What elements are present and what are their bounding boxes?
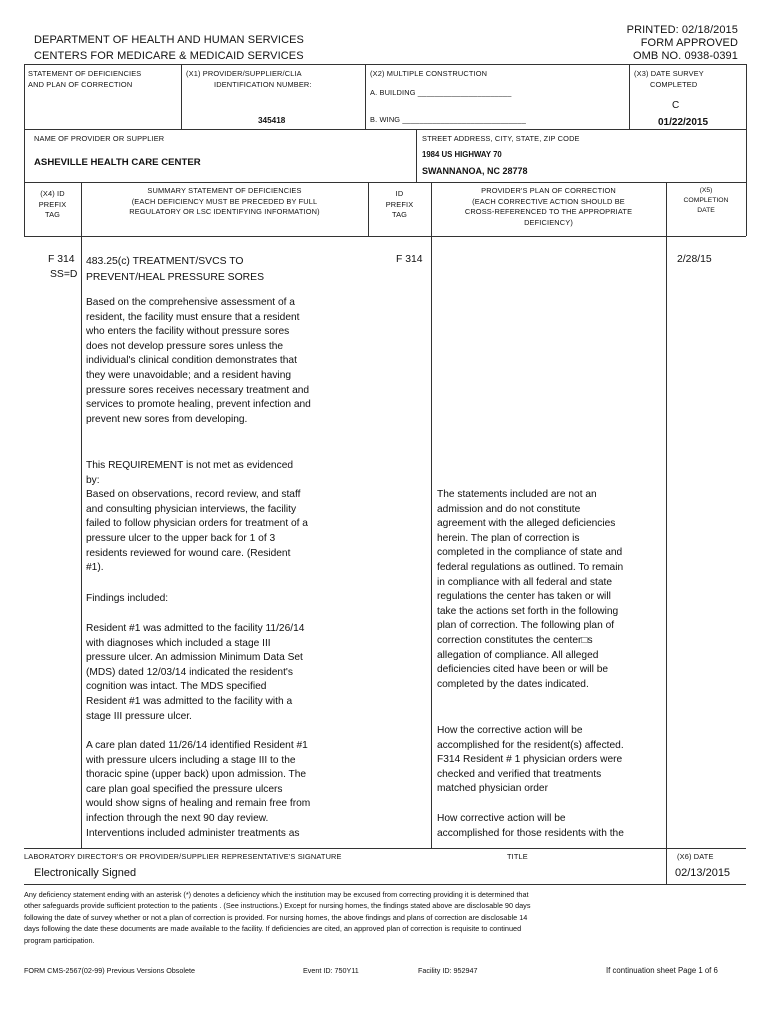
- x2-building: A. BUILDING ______________________: [370, 88, 512, 97]
- plan-header-3: CROSS-REFERENCED TO THE APPROPRIATE: [464, 207, 633, 216]
- x5-label: (X5): [699, 187, 713, 194]
- plan-affected-residents-text: How the corrective action will be accomplished for the resident(s) affected. F314 Resident # 1 physician orders were checked and verified that treatments matched physician order: [437, 725, 624, 795]
- findings-label: Findings included:: [86, 593, 169, 604]
- centers-title: CENTERS FOR MEDICARE & MEDICAID SERVICES: [34, 50, 304, 62]
- event-id: Event ID: 750Y11: [303, 966, 359, 975]
- title-label: TITLE: [507, 852, 528, 861]
- deficiency-tag: F 314: [48, 254, 75, 265]
- deficiency-title-1: 483.25(c) TREATMENT/SVCS TO: [86, 256, 244, 267]
- survey-code: C: [672, 100, 680, 111]
- x3-label-2: COMPLETED: [650, 80, 698, 89]
- statement-label-1: STATEMENT OF DEFICIENCIES: [28, 69, 142, 78]
- disclosure-notice: Any deficiency statement ending with an asterisk (*) denotes a deficiency which the institution may be excused from correcting providing it is determined that other safeguards provide sufficient protection to the patients . (See instructions.) Except for nursing homes, the findings stated above are disclosable 90 days following the date of survey whether or not a plan of correction is provided. For nursing homes, the above findings and plans of correction are disclosable 14 days following the date these documents are made available to the facility. If deficiencies are cited, an approved plan of correction is requisite to continued program participation.: [24, 890, 531, 945]
- signature-value: Electronically Signed: [34, 867, 137, 879]
- provider-name: ASHEVILLE HEALTH CARE CENTER: [34, 157, 201, 168]
- form-number: FORM CMS-2567(02-99) Previous Versions Obsolete: [24, 966, 195, 975]
- address-label: STREET ADDRESS, CITY, STATE, ZIP CODE: [422, 134, 580, 143]
- provider-name-label: NAME OF PROVIDER OR SUPPLIER: [34, 134, 165, 143]
- plan-header-1: PROVIDER'S PLAN OF CORRECTION: [481, 186, 616, 195]
- plan-other-residents-text: How corrective action will be accomplished for those residents with the: [437, 813, 624, 839]
- plan-tag: F 314: [396, 254, 423, 265]
- city-state-zip: SWANNANOA, NC 28778: [422, 166, 528, 176]
- provider-id-number: 345418: [258, 116, 286, 125]
- regulation-text: Based on the comprehensive assessment of a resident, the facility must ensure that a resident who enters the facility without pressure sores does not develop pressure sores unless the individual's clinical condition demonstrates that they were unavoidable; and a resident having pressure sores receives necessary treatment and services to promote healing, prevent infection and prevent new sores from developing.: [86, 297, 311, 425]
- x2-wing: B. WING _____________________________: [370, 115, 526, 124]
- care-plan-text: A care plan dated 11/26/14 identified Resident #1 with pressure ulcers including a stage III to the thoracic spine (upper back) upon admission. The care plan goal specified the pressure ulcers would show signs of healing and remain free from infection through the next 90 day review. Interventions included administer treatments as: [86, 740, 311, 839]
- x4-id-label: (X4) ID: [40, 189, 65, 198]
- x4-tag-label: TAG: [44, 210, 61, 219]
- findings-text: Resident #1 was admitted to the facility 11/26/14 with diagnoses which included a stage III pressure ulcer. An admission Minimum Data Set (MDS) dated 12/03/14 indicated the resident's cognition was intact. The MDS specified Resident #1 was admitted to the facility with a stage III pressure ulcer.: [86, 623, 305, 722]
- signature-date: 02/13/2015: [675, 867, 731, 879]
- tag-label: TAG: [391, 210, 408, 219]
- plan-disclaimer-text: The statements included are not an admission and do not constitute agreement with the alleged deficiencies herein. The plan of correction is completed in the compliance of state and federal regulations as outlined. To remain in compliance with all federal and state regulations the center has taken or will take the actions set forth in the following plan of correction. The following plan of correction constitutes the center□s allegation of compliance. All alleged deficiencies cited have been or will be completed by the dates indicated.: [437, 489, 624, 690]
- facility-id: Facility ID: 952947: [418, 966, 478, 975]
- page-number: If continuation sheet Page 1 of 6: [606, 966, 718, 975]
- x1-label-2: IDENTIFICATION NUMBER:: [214, 80, 312, 89]
- signature-label: LABORATORY DIRECTOR'S OR PROVIDER/SUPPLIER REPRESENTATIVE'S SIGNATURE: [24, 852, 342, 861]
- deficiency-title-2: PREVENT/HEAL PRESSURE SORES: [86, 271, 265, 283]
- scope-severity: SS=D: [50, 269, 78, 280]
- completion-date: 2/28/15: [677, 254, 712, 265]
- plan-header-4: DEFICIENCY): [524, 217, 573, 227]
- prefix-label: PREFIX: [385, 199, 414, 209]
- x4-prefix-label: PREFIX: [38, 199, 67, 209]
- statement-label-2: AND PLAN OF CORRECTION: [28, 80, 133, 89]
- department-title: DEPARTMENT OF HEALTH AND HUMAN SERVICES: [34, 34, 304, 46]
- survey-date: 01/22/2015: [658, 117, 709, 128]
- x2-label: (X2) MULTIPLE CONSTRUCTION: [370, 69, 488, 78]
- date-label: DATE: [697, 207, 715, 214]
- summary-header-2: (EACH DEFICIENCY MUST BE PRECEDED BY FULL: [131, 196, 318, 206]
- id-label: ID: [395, 189, 404, 198]
- completion-label: COMPLETION: [683, 197, 729, 204]
- summary-header-1: SUMMARY STATEMENT OF DEFICIENCIES: [147, 186, 302, 195]
- requirement-text: This REQUIREMENT is not met as evidenced by: Based on observations, record review, and staff and consulting physician interviews, the facility failed to follow physician orders for treatment of a pressure ulcer to the upper back for 1 of 3 residents reviewed for wound care. (Resident #1).: [86, 460, 308, 574]
- x1-label-1: (X1) PROVIDER/SUPPLIER/CLIA: [186, 69, 302, 78]
- street-address: 1984 US HIGHWAY 70: [422, 150, 502, 159]
- form-approved: FORM APPROVED: [640, 37, 738, 49]
- x6-date-label: (X6) DATE: [677, 852, 714, 861]
- plan-header-2: (EACH CORRECTIVE ACTION SHOULD BE: [472, 196, 625, 206]
- omb-number: OMB NO. 0938-0391: [632, 50, 738, 62]
- printed-date: PRINTED: 02/18/2015: [626, 24, 738, 36]
- x3-label-1: (X3) DATE SURVEY: [634, 69, 704, 78]
- summary-header-3: REGULATORY OR LSC IDENTIFYING INFORMATION): [129, 207, 320, 216]
